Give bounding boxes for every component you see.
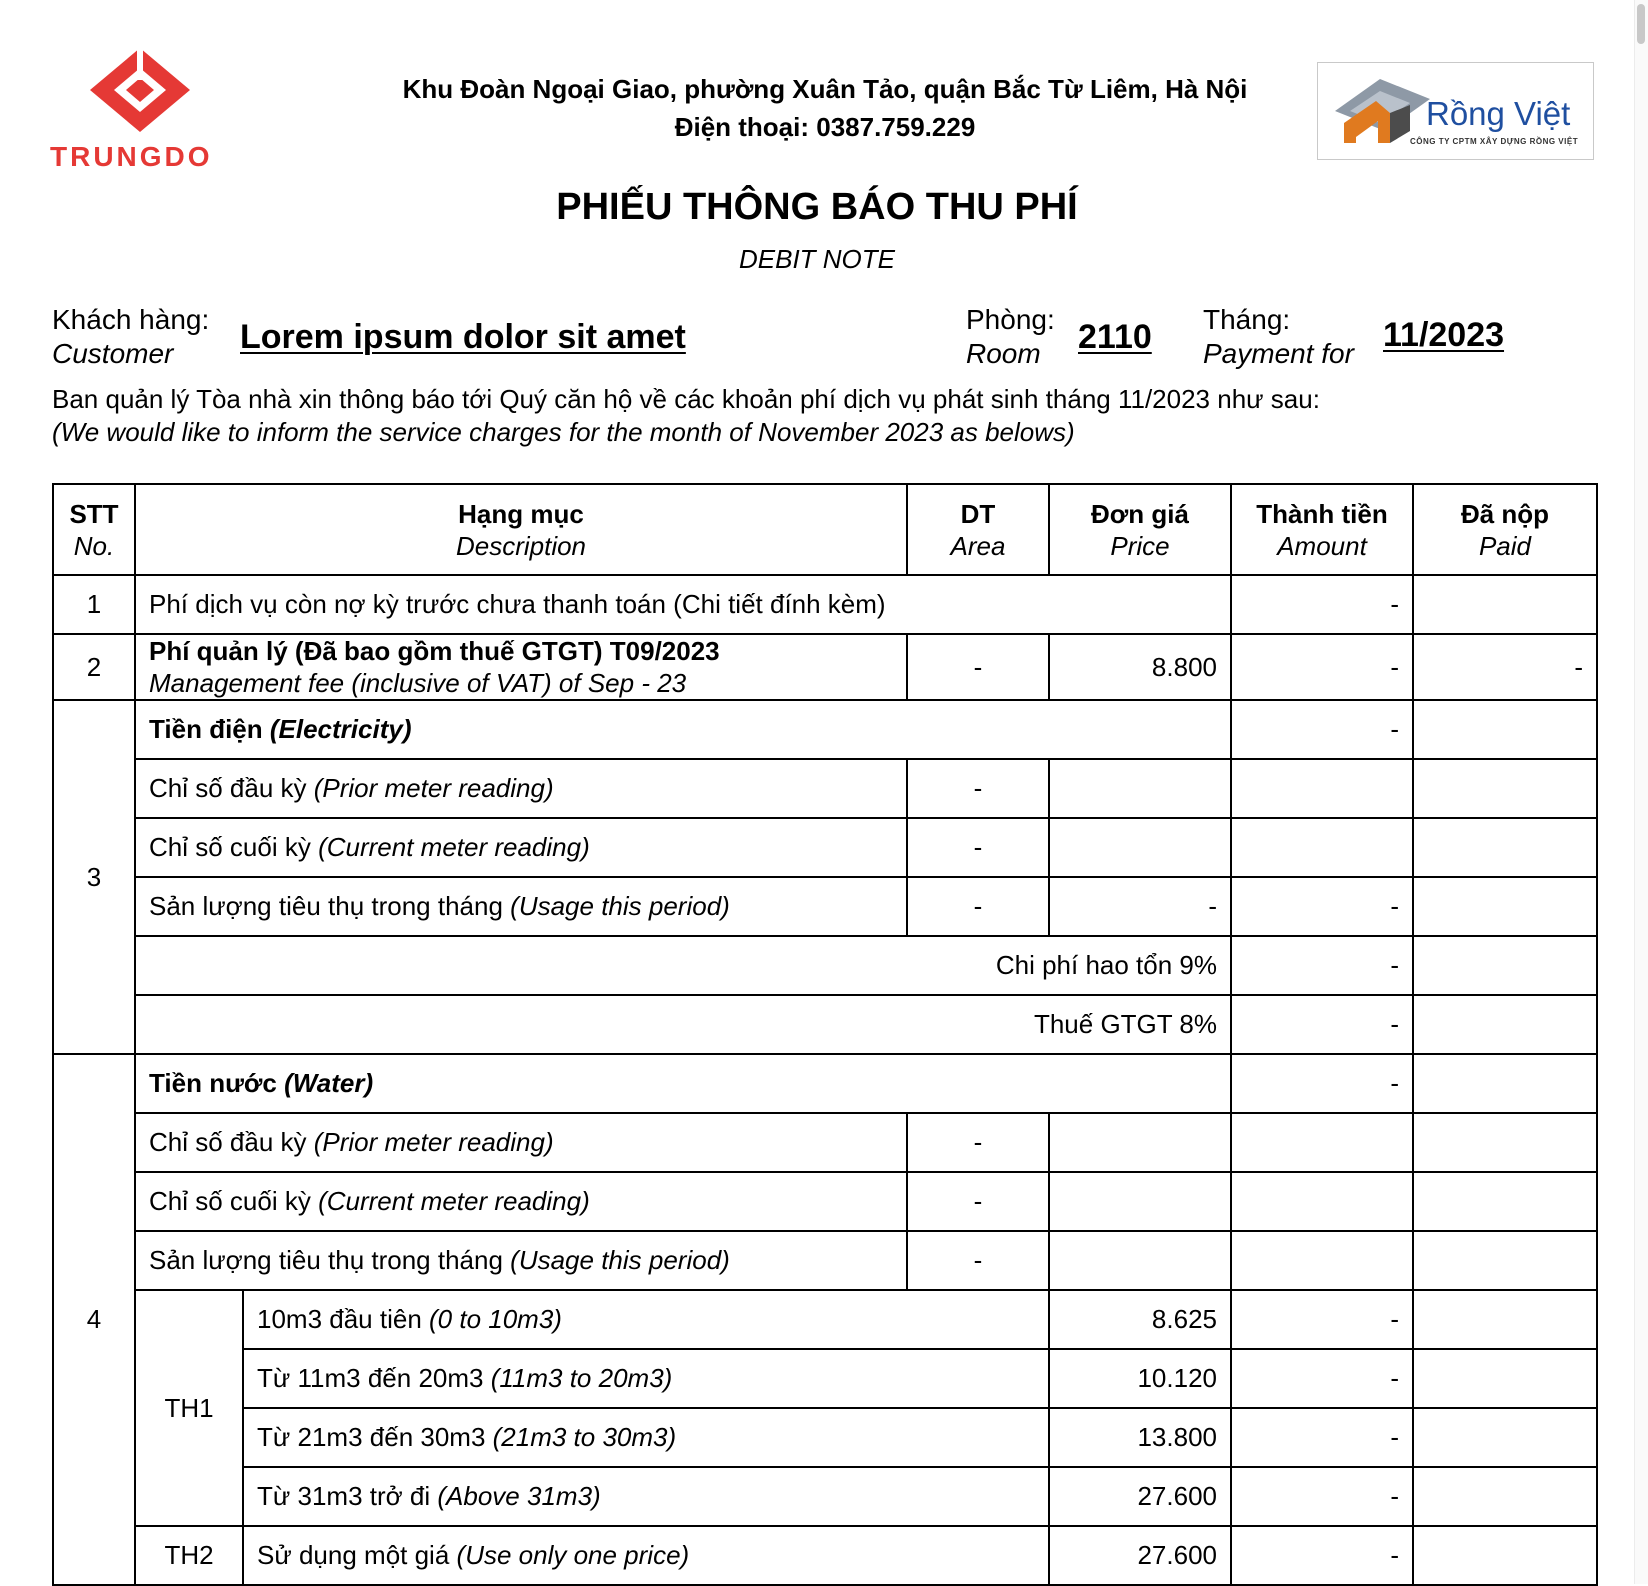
table-row: [53, 995, 1597, 1054]
electricity-current-label: Chỉ số cuối kỳ (Current meter reading): [135, 818, 907, 877]
month-label-vi: Tháng:: [1203, 304, 1291, 335]
empty-cell: [1413, 1231, 1597, 1290]
intro-en: (We would like to inform the service charges for the month of November 2023 as belows): [52, 417, 1075, 447]
month-value: 11/2023: [1383, 316, 1505, 354]
water-paid: [1413, 1054, 1597, 1113]
water-usage-label: Sản lượng tiêu thụ trong tháng (Usage this period): [135, 1231, 907, 1290]
electricity-loss-label: Chi phí hao tổn 9%: [135, 936, 1231, 995]
company-phone: Điện thoại: 0387.759.229: [674, 112, 976, 142]
empty-cell: [1231, 1172, 1413, 1231]
electricity-vat-label: Thuế GTGT 8%: [135, 995, 1231, 1054]
empty-cell: [1413, 1113, 1597, 1172]
empty-cell: [1049, 1113, 1231, 1172]
row-number: 1: [53, 575, 135, 634]
electricity-usage-amount: -: [1231, 877, 1413, 936]
empty-cell: [1413, 1172, 1597, 1231]
empty-cell: [1049, 818, 1231, 877]
row-paid: [1413, 575, 1597, 634]
header-amount: Thành tiền Amount: [1231, 484, 1413, 575]
empty-cell: [1413, 936, 1597, 995]
month-label-en: Payment for: [1203, 338, 1354, 369]
partner-name: Rồng Việt: [1426, 95, 1571, 132]
vertical-scrollbar[interactable]: [1634, 0, 1648, 1584]
table-row: [53, 1231, 1597, 1290]
table-row: [53, 877, 1597, 936]
tier-price: 13.800: [1049, 1408, 1231, 1467]
scrollbar-thumb[interactable]: [1637, 4, 1645, 44]
table-row: [53, 575, 1597, 634]
header-paid: Đã nộp Paid: [1413, 484, 1597, 575]
fee-table: [52, 483, 1598, 1586]
header-price: Đơn giá Price: [1049, 484, 1231, 575]
company-address-block: [330, 70, 1320, 146]
empty-cell: [1049, 1172, 1231, 1231]
partner-tagline: CÔNG TY CPTM XÂY DỰNG RỒNG VIỆT: [1410, 137, 1579, 146]
water-current-area: -: [907, 1172, 1049, 1231]
table-row: [53, 1408, 1597, 1467]
tier-group-th1: TH1: [135, 1290, 243, 1526]
tier-label: Từ 31m3 trở đi (Above 31m3): [243, 1467, 1049, 1526]
electricity-usage-area: -: [907, 877, 1049, 936]
electricity-heading: Tiền điện (Electricity): [135, 700, 1231, 759]
row-description: [135, 634, 907, 700]
customer-label-vi: Khách hàng:: [52, 304, 210, 335]
tier-label: Từ 11m3 đến 20m3 (11m3 to 20m3): [243, 1349, 1049, 1408]
intro-text: [52, 383, 1612, 449]
electricity-loss-amount: -: [1231, 936, 1413, 995]
electricity-prior-area: -: [907, 759, 1049, 818]
row-amount: -: [1231, 634, 1413, 700]
month-label: [1203, 303, 1354, 371]
header-description: Hạng mục Description: [135, 484, 907, 575]
customer-label: [52, 303, 209, 371]
table-row: [53, 1526, 1597, 1585]
water-prior-label: Chỉ số đầu kỳ (Prior meter reading): [135, 1113, 907, 1172]
row-number: 3: [53, 700, 135, 1054]
tier-label: 10m3 đầu tiên (0 to 10m3): [243, 1290, 1049, 1349]
page-subtitle: DEBIT NOTE: [738, 244, 895, 274]
electricity-current-area: -: [907, 818, 1049, 877]
row-description-vi: Phí quản lý (Đã bao gồm thuế GTGT) T09/2023: [149, 636, 720, 666]
tier-amount: -: [1231, 1290, 1413, 1349]
empty-cell: [1413, 877, 1597, 936]
empty-cell: [1049, 759, 1231, 818]
empty-cell: [1231, 759, 1413, 818]
empty-cell: [1231, 818, 1413, 877]
header-no: STT No.: [53, 484, 135, 575]
table-row: [53, 1349, 1597, 1408]
electricity-paid: [1413, 700, 1597, 759]
tier-group-th2: TH2: [135, 1526, 243, 1585]
empty-cell: [1413, 1467, 1597, 1526]
intro-vi: Ban quản lý Tòa nhà xin thông báo tới Quý căn hộ về các khoản phí dịch vụ phát sinh tháng 11/2023 như sau:: [52, 384, 1320, 414]
empty-cell: [1413, 1290, 1597, 1349]
empty-cell: [1413, 818, 1597, 877]
row-description-en: Management fee (inclusive of VAT) of Sep - 23: [149, 668, 687, 698]
row-description: Phí dịch vụ còn nợ kỳ trước chưa thanh toán (Chi tiết đính kèm): [135, 575, 1231, 634]
row-area: -: [907, 634, 1049, 700]
table-row: [53, 1467, 1597, 1526]
page-title: PHIẾU THÔNG BÁO THU PHÍ: [556, 186, 1078, 228]
water-usage-area: -: [907, 1231, 1049, 1290]
empty-cell: [1413, 995, 1597, 1054]
room-label-en: Room: [966, 338, 1041, 369]
tier-price: 27.600: [1049, 1526, 1231, 1585]
water-heading: Tiền nước (Water): [135, 1054, 1231, 1113]
table-row: [53, 936, 1597, 995]
header-area: DT Area: [907, 484, 1049, 575]
table-row: [53, 634, 1597, 700]
table-row-water-head: [53, 1054, 1597, 1113]
tier-amount: -: [1231, 1408, 1413, 1467]
tier-amount: -: [1231, 1349, 1413, 1408]
brand-name: TRUNGDO: [50, 141, 213, 172]
trungdo-diamond-icon: [88, 46, 192, 134]
tier-price: 27.600: [1049, 1467, 1231, 1526]
empty-cell: [1413, 1349, 1597, 1408]
table-row: [53, 1172, 1597, 1231]
tier-amount: -: [1231, 1526, 1413, 1585]
rong-viet-logo: [1317, 62, 1594, 160]
electricity-usage-label: Sản lượng tiêu thụ trong tháng (Usage this period): [135, 877, 907, 936]
row-number: 4: [53, 1054, 135, 1585]
row-amount: -: [1231, 575, 1413, 634]
empty-cell: [1231, 1113, 1413, 1172]
tier-price: 8.625: [1049, 1290, 1231, 1349]
table-row: [53, 1113, 1597, 1172]
room-label-vi: Phòng:: [966, 304, 1055, 335]
room-value: 2110: [1078, 318, 1152, 356]
empty-cell: [1413, 1408, 1597, 1467]
company-address: Khu Đoàn Ngoại Giao, phường Xuân Tảo, quận Bắc Từ Liêm, Hà Nội: [402, 74, 1248, 104]
water-current-label: Chỉ số cuối kỳ (Current meter reading): [135, 1172, 907, 1231]
row-paid: -: [1413, 634, 1597, 700]
tier-amount: -: [1231, 1467, 1413, 1526]
customer-value: Lorem ipsum dolor sit amet: [240, 318, 686, 356]
water-amount: -: [1231, 1054, 1413, 1113]
table-row: [53, 818, 1597, 877]
table-row-electricity-head: [53, 700, 1597, 759]
table-header-row: [53, 484, 1597, 575]
table-row: [53, 1290, 1597, 1349]
electricity-amount: -: [1231, 700, 1413, 759]
electricity-prior-label: Chỉ số đầu kỳ (Prior meter reading): [135, 759, 907, 818]
table-row: [53, 759, 1597, 818]
electricity-vat-amount: -: [1231, 995, 1413, 1054]
tier-price: 10.120: [1049, 1349, 1231, 1408]
customer-label-en: Customer: [52, 338, 174, 369]
water-prior-area: -: [907, 1113, 1049, 1172]
electricity-usage-price: -: [1049, 877, 1231, 936]
room-label: [966, 303, 1055, 371]
row-number: 2: [53, 634, 135, 700]
empty-cell: [1049, 1231, 1231, 1290]
tier-label: Từ 21m3 đến 30m3 (21m3 to 30m3): [243, 1408, 1049, 1467]
empty-cell: [1413, 759, 1597, 818]
row-price: 8.800: [1049, 634, 1231, 700]
trungdo-logo: [50, 46, 240, 176]
empty-cell: [1413, 1526, 1597, 1585]
tier-label: Sử dụng một giá (Use only one price): [243, 1526, 1049, 1585]
empty-cell: [1231, 1231, 1413, 1290]
